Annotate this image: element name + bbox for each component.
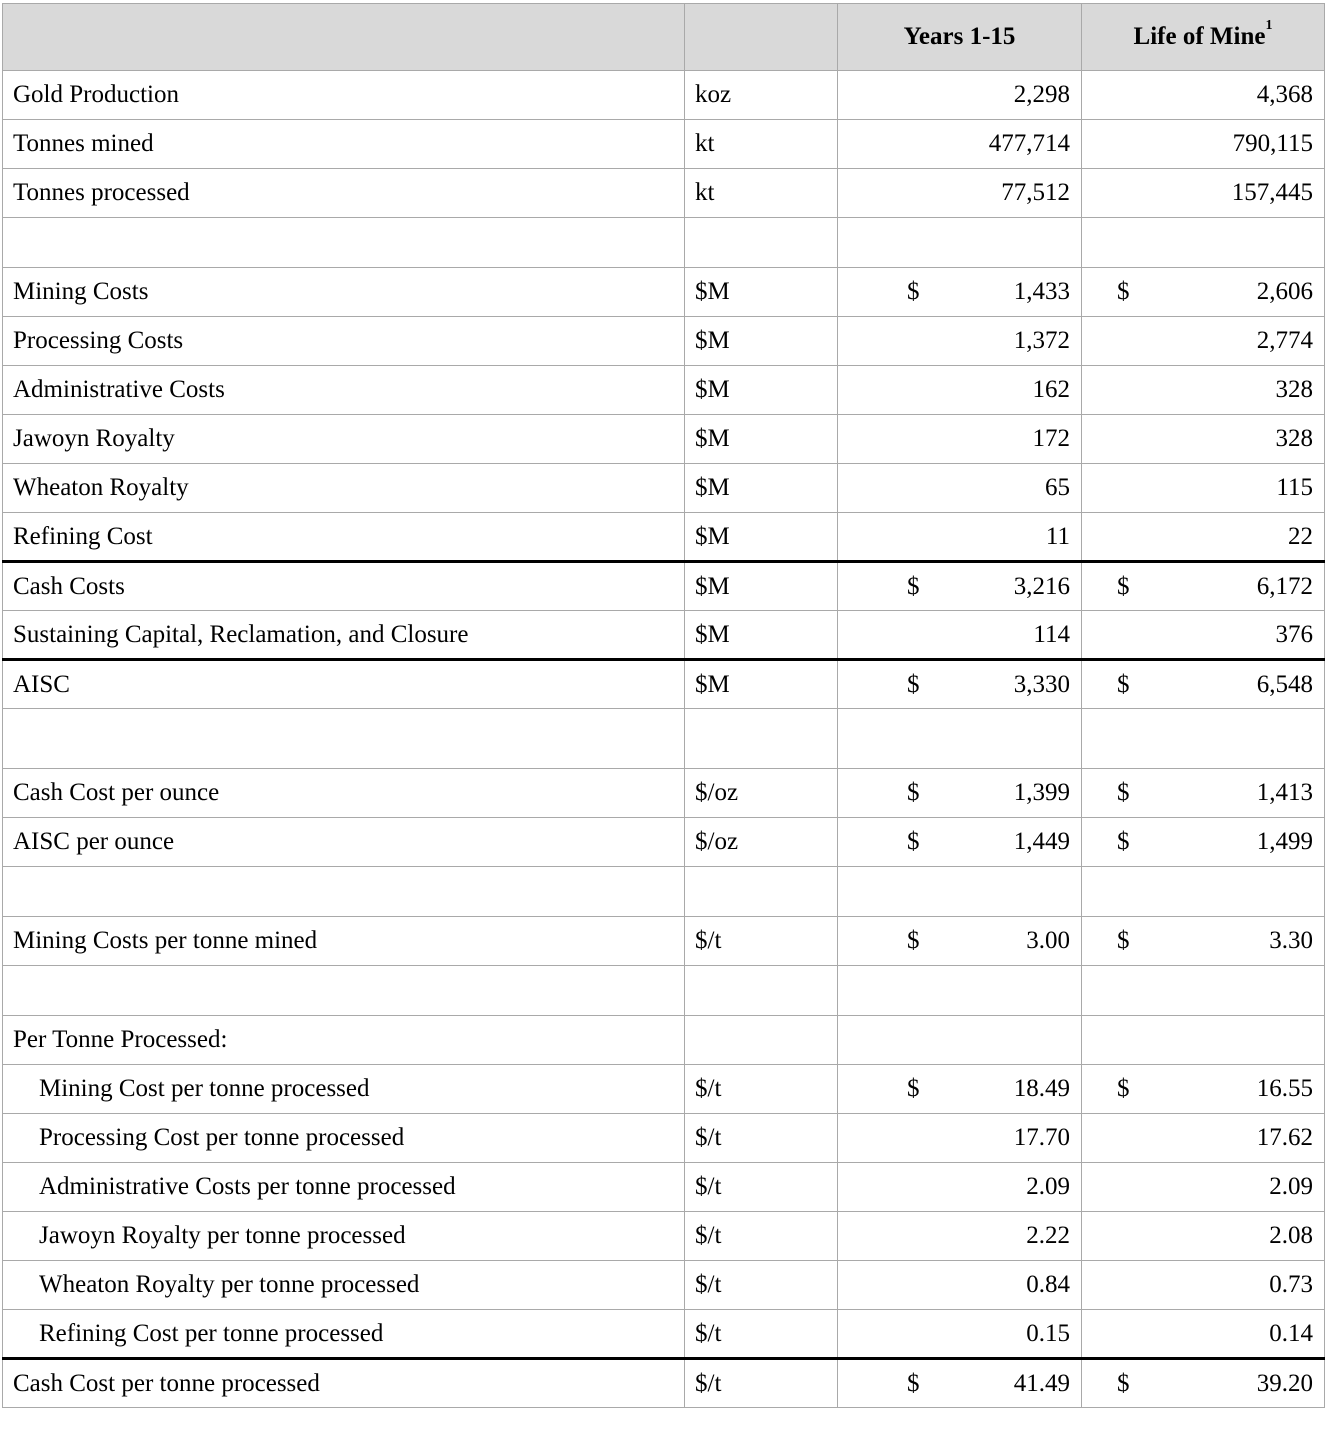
table-row: [3, 1359, 1325, 1408]
years-1-15-value-cell: [838, 1163, 1082, 1212]
row-label: Administrative Costs: [3, 366, 685, 415]
table-row: [3, 1065, 1325, 1114]
life-of-mine-value-cell: [1082, 1114, 1325, 1163]
years-1-15-value-cell: [838, 867, 1082, 917]
table-row: [3, 1212, 1325, 1261]
life-of-mine-value-cell: [1082, 120, 1325, 169]
years-1-15-value-cell: [838, 1212, 1082, 1261]
header-row: [3, 4, 1325, 71]
row-label: Wheaton Royalty per tonne processed: [3, 1261, 685, 1310]
row-unit: $/oz: [685, 818, 838, 867]
life-of-mine-value-cell: [1082, 1163, 1325, 1212]
years-1-15-value: 2.09: [1026, 1173, 1070, 1200]
table-row: [3, 1163, 1325, 1212]
life-of-mine-value-cell: [1082, 1065, 1325, 1114]
life-of-mine-value-cell: [1082, 464, 1325, 513]
header-lom-label: Life of Mine: [1133, 23, 1266, 50]
row-unit: $/t: [685, 1261, 838, 1310]
life-of-mine-value: 0.73: [1269, 1271, 1313, 1298]
years-1-15-value-cell: [838, 1114, 1082, 1163]
row-label: Mining Cost per tonne processed: [3, 1065, 685, 1114]
row-unit: $/t: [685, 917, 838, 966]
table-row: [3, 464, 1325, 513]
life-of-mine-value-cell: [1082, 71, 1325, 120]
table-row: [3, 169, 1325, 218]
table-row: [3, 513, 1325, 562]
years-1-15-value: 3.00: [1026, 927, 1070, 954]
life-of-mine-value: 376: [1275, 620, 1313, 648]
years-1-15-value-cell: [838, 611, 1082, 660]
header-years-1-15: [838, 4, 1082, 71]
years-1-15-value-cell: [838, 709, 1082, 769]
years-1-15-value-cell: [838, 415, 1082, 464]
life-of-mine-value-cell: [1082, 1212, 1325, 1261]
years-1-15-value: 65: [1045, 474, 1070, 501]
currency-symbol: $: [1117, 278, 1130, 305]
table-row: [3, 1310, 1325, 1359]
years-1-15-value: 17.70: [1013, 1124, 1070, 1151]
life-of-mine-value-cell: [1082, 769, 1325, 818]
years-1-15-value: 114: [1033, 620, 1070, 648]
row-label: Jawoyn Royalty per tonne processed: [3, 1212, 685, 1261]
years-1-15-value-cell: [838, 562, 1082, 611]
row-label: Gold Production: [3, 71, 685, 120]
table-row: [3, 769, 1325, 818]
life-of-mine-value-cell: [1082, 415, 1325, 464]
row-label: Refining Cost per tonne processed: [3, 1310, 685, 1359]
row-label: Processing Cost per tonne processed: [3, 1114, 685, 1163]
years-1-15-value: 0.84: [1026, 1271, 1070, 1298]
years-1-15-value-cell: [838, 818, 1082, 867]
life-of-mine-value-cell: [1082, 268, 1325, 317]
row-label: AISC per ounce: [3, 818, 685, 867]
table-row: [3, 218, 1325, 268]
life-of-mine-value: 4,368: [1256, 81, 1313, 108]
years-1-15-value-cell: [838, 1359, 1082, 1408]
row-label: Sustaining Capital, Reclamation, and Closure: [3, 611, 685, 660]
row-unit: $M: [685, 464, 838, 513]
years-1-15-value-cell: [838, 1016, 1082, 1065]
years-1-15-value: 162: [1032, 376, 1070, 403]
life-of-mine-value: 157,445: [1231, 179, 1313, 206]
life-of-mine-value-cell: [1082, 709, 1325, 769]
life-of-mine-value: 6,172: [1256, 572, 1313, 600]
life-of-mine-value: 22: [1288, 522, 1313, 550]
table-row: [3, 818, 1325, 867]
row-label: Tonnes processed: [3, 169, 685, 218]
life-of-mine-value: 39.20: [1256, 1369, 1313, 1397]
row-unit: $/t: [685, 1065, 838, 1114]
currency-symbol: $: [907, 1369, 920, 1397]
life-of-mine-value: 6,548: [1256, 670, 1313, 698]
header-unit-col: [685, 4, 838, 71]
life-of-mine-value-cell: [1082, 562, 1325, 611]
years-1-15-value-cell: [838, 464, 1082, 513]
row-unit: $/t: [685, 1212, 838, 1261]
row-unit: $M: [685, 513, 838, 562]
table-row: [3, 867, 1325, 917]
row-unit: [685, 867, 838, 917]
row-unit: kt: [685, 120, 838, 169]
row-label: Jawoyn Royalty: [3, 415, 685, 464]
row-label: Cash Cost per ounce: [3, 769, 685, 818]
table-row: [3, 611, 1325, 660]
life-of-mine-value-cell: [1082, 317, 1325, 366]
years-1-15-value-cell: [838, 317, 1082, 366]
footnote-marker: 1: [1265, 18, 1273, 33]
life-of-mine-value-cell: [1082, 818, 1325, 867]
currency-symbol: $: [907, 779, 920, 806]
life-of-mine-value: 2.08: [1269, 1222, 1313, 1249]
years-1-15-value: 41.49: [1013, 1369, 1070, 1397]
table-row: [3, 660, 1325, 709]
years-1-15-value-cell: [838, 513, 1082, 562]
table-row: [3, 317, 1325, 366]
life-of-mine-value: 1,413: [1256, 779, 1313, 806]
currency-symbol: $: [1117, 927, 1130, 954]
currency-symbol: $: [1117, 1369, 1130, 1397]
row-label: [3, 867, 685, 917]
years-1-15-value: 1,399: [1013, 779, 1070, 806]
life-of-mine-value-cell: [1082, 966, 1325, 1016]
row-unit: $M: [685, 317, 838, 366]
life-of-mine-value: 790,115: [1232, 130, 1313, 157]
years-1-15-value: 0.15: [1026, 1319, 1070, 1347]
table-row: [3, 917, 1325, 966]
currency-symbol: $: [907, 278, 920, 305]
header-label-col: [3, 4, 685, 71]
life-of-mine-value-cell: [1082, 169, 1325, 218]
row-label: Per Tonne Processed:: [3, 1016, 685, 1065]
life-of-mine-value-cell: [1082, 867, 1325, 917]
life-of-mine-value: 328: [1275, 376, 1313, 403]
life-of-mine-value: 328: [1275, 425, 1313, 452]
row-unit: $/t: [685, 1359, 838, 1408]
years-1-15-value-cell: [838, 71, 1082, 120]
years-1-15-value: 11: [1045, 522, 1070, 550]
row-label: Wheaton Royalty: [3, 464, 685, 513]
table-row: [3, 1261, 1325, 1310]
row-unit: koz: [685, 71, 838, 120]
years-1-15-value: 2,298: [1013, 81, 1070, 108]
row-unit: [685, 709, 838, 769]
row-label: Mining Costs: [3, 268, 685, 317]
years-1-15-value-cell: [838, 1310, 1082, 1359]
years-1-15-value: 77,512: [1001, 179, 1070, 206]
row-unit: [685, 218, 838, 268]
years-1-15-value: 1,433: [1013, 278, 1070, 305]
row-unit: kt: [685, 169, 838, 218]
years-1-15-value-cell: [838, 917, 1082, 966]
currency-symbol: $: [1117, 828, 1130, 855]
table-row: [3, 366, 1325, 415]
row-label: Processing Costs: [3, 317, 685, 366]
life-of-mine-value: 0.14: [1269, 1319, 1313, 1347]
years-1-15-value-cell: [838, 218, 1082, 268]
life-of-mine-value: 17.62: [1256, 1124, 1313, 1151]
row-label: [3, 966, 685, 1016]
currency-symbol: $: [1117, 572, 1130, 600]
row-label: AISC: [3, 660, 685, 709]
currency-symbol: $: [907, 828, 920, 855]
row-unit: [685, 966, 838, 1016]
table-body: [3, 71, 1325, 1408]
row-unit: $M: [685, 366, 838, 415]
years-1-15-value: 3,330: [1013, 670, 1070, 698]
row-unit: $/oz: [685, 769, 838, 818]
currency-symbol: $: [907, 927, 920, 954]
life-of-mine-value-cell: [1082, 218, 1325, 268]
currency-symbol: $: [1117, 1075, 1130, 1102]
years-1-15-value: 1,449: [1013, 828, 1070, 855]
table-header: [3, 4, 1325, 71]
years-1-15-value: 18.49: [1013, 1075, 1070, 1102]
row-label: Refining Cost: [3, 513, 685, 562]
years-1-15-value: 477,714: [988, 130, 1070, 157]
currency-symbol: $: [1117, 779, 1130, 806]
row-unit: $M: [685, 611, 838, 660]
table-row: [3, 709, 1325, 769]
row-label: [3, 218, 685, 268]
row-label: Cash Cost per tonne processed: [3, 1359, 685, 1408]
table-row: [3, 415, 1325, 464]
row-label: Administrative Costs per tonne processed: [3, 1163, 685, 1212]
life-of-mine-value: 115: [1276, 474, 1313, 501]
header-years-label: Years 1-15: [903, 23, 1016, 50]
years-1-15-value-cell: [838, 120, 1082, 169]
life-of-mine-value-cell: [1082, 366, 1325, 415]
life-of-mine-value-cell: [1082, 1016, 1325, 1065]
row-unit: $M: [685, 415, 838, 464]
header-life-of-mine: [1082, 4, 1325, 71]
years-1-15-value: 1,372: [1013, 327, 1070, 354]
years-1-15-value-cell: [838, 169, 1082, 218]
row-unit: [685, 1016, 838, 1065]
life-of-mine-value-cell: [1082, 513, 1325, 562]
table-row: [3, 1114, 1325, 1163]
years-1-15-value-cell: [838, 1065, 1082, 1114]
life-of-mine-value-cell: [1082, 660, 1325, 709]
life-of-mine-value: 2,606: [1256, 278, 1313, 305]
life-of-mine-value: 1,499: [1256, 828, 1313, 855]
row-label: Tonnes mined: [3, 120, 685, 169]
life-of-mine-value-cell: [1082, 611, 1325, 660]
years-1-15-value-cell: [838, 966, 1082, 1016]
table-row: [3, 268, 1325, 317]
life-of-mine-value-cell: [1082, 1310, 1325, 1359]
row-unit: $/t: [685, 1114, 838, 1163]
row-unit: $/t: [685, 1163, 838, 1212]
row-unit: $M: [685, 562, 838, 611]
row-label: [3, 709, 685, 769]
life-of-mine-value: 16.55: [1256, 1075, 1313, 1102]
years-1-15-value: 2.22: [1026, 1222, 1070, 1249]
table-row: [3, 966, 1325, 1016]
table-row: [3, 562, 1325, 611]
table-row: [3, 71, 1325, 120]
currency-symbol: $: [1117, 670, 1130, 698]
table-row: [3, 120, 1325, 169]
years-1-15-value-cell: [838, 366, 1082, 415]
life-of-mine-value: 2,774: [1256, 327, 1313, 354]
years-1-15-value-cell: [838, 769, 1082, 818]
years-1-15-value: 172: [1032, 425, 1070, 452]
currency-symbol: $: [907, 572, 920, 600]
life-of-mine-value-cell: [1082, 1359, 1325, 1408]
life-of-mine-value-cell: [1082, 1261, 1325, 1310]
row-unit: $M: [685, 268, 838, 317]
cost-summary-table: [2, 3, 1325, 1408]
row-label: Mining Costs per tonne mined: [3, 917, 685, 966]
row-unit: $M: [685, 660, 838, 709]
life-of-mine-value-cell: [1082, 917, 1325, 966]
table-row: [3, 1016, 1325, 1065]
row-unit: $/t: [685, 1310, 838, 1359]
years-1-15-value-cell: [838, 1261, 1082, 1310]
years-1-15-value: 3,216: [1013, 572, 1070, 600]
years-1-15-value-cell: [838, 268, 1082, 317]
life-of-mine-value: 3.30: [1269, 927, 1313, 954]
row-label: Cash Costs: [3, 562, 685, 611]
currency-symbol: $: [907, 670, 920, 698]
years-1-15-value-cell: [838, 660, 1082, 709]
life-of-mine-value: 2.09: [1269, 1173, 1313, 1200]
currency-symbol: $: [907, 1075, 920, 1102]
